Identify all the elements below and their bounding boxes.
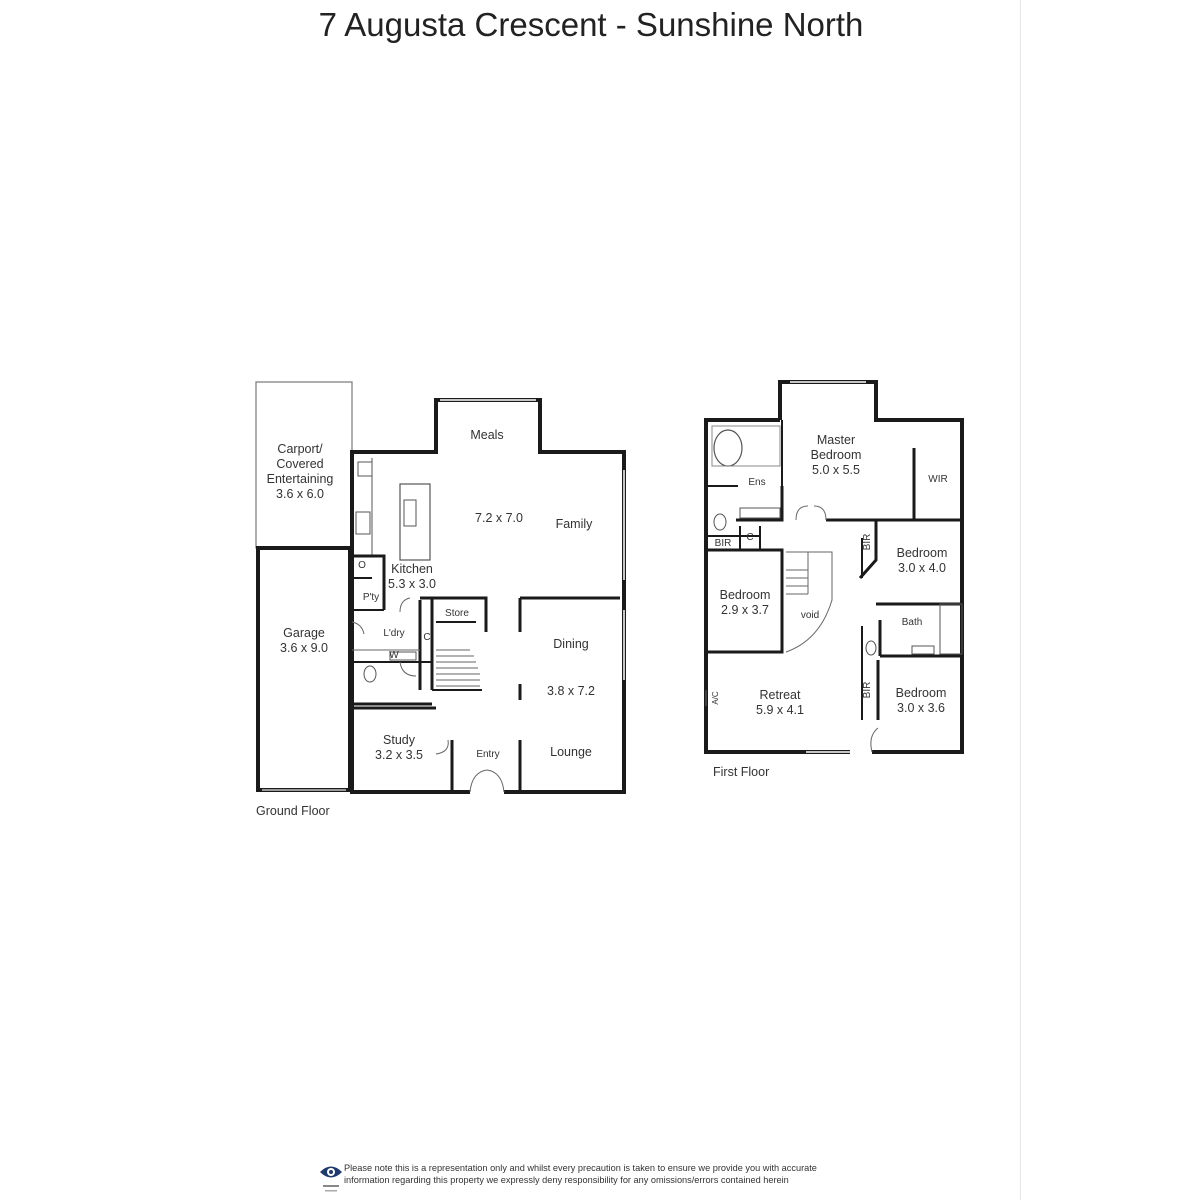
bath-label: Bath	[901, 617, 923, 628]
entry-label: Entry	[476, 749, 500, 760]
carport-line2: Covered	[276, 457, 324, 471]
store-label: Store	[445, 608, 469, 619]
master-bedroom-label	[811, 433, 862, 478]
bedroom3-name: Bedroom	[719, 588, 771, 602]
bedroom4-name: Bedroom	[895, 686, 947, 700]
disclaimer	[344, 1162, 904, 1186]
bir-label-1: BIR	[714, 538, 732, 549]
bedroom2-dims: 3.0 x 4.0	[898, 561, 946, 575]
garage-label	[280, 626, 328, 656]
bedroom4-dims: 3.0 x 3.6	[897, 701, 945, 715]
retreat-label	[756, 688, 804, 718]
kitchen-label	[388, 562, 436, 592]
eye-logo-icon	[319, 1162, 343, 1196]
laundry-label: L'dry	[383, 628, 405, 639]
garage-dims: 3.6 x 9.0	[280, 641, 328, 655]
bir-label-2: BIR	[862, 533, 873, 551]
dining-label: Dining	[553, 637, 589, 651]
bedroom3-label	[720, 588, 771, 618]
bedroom2-label	[897, 546, 948, 576]
study-name: Study	[383, 733, 415, 747]
kitchen-name: Kitchen	[391, 562, 433, 576]
ensuite-label: Ens	[748, 477, 766, 488]
bir-label-3: BIR	[862, 681, 873, 699]
retreat-dims: 5.9 x 4.1	[756, 703, 804, 717]
oven-label: O	[358, 560, 366, 571]
carport-line1: Carport/	[277, 442, 323, 456]
family-label: Family	[555, 517, 593, 531]
retreat-name: Retreat	[759, 688, 801, 702]
master-dims: 5.0 x 5.5	[812, 463, 860, 477]
ac-label: A/C	[711, 691, 720, 705]
first-floor-label: First Floor	[713, 765, 770, 779]
wir-label: WIR	[928, 474, 948, 485]
bedroom4-label	[896, 686, 947, 716]
void-label: void	[800, 610, 820, 621]
garage-walls	[258, 548, 350, 790]
cupboard-label-first: C	[746, 532, 754, 543]
lounge-label: Lounge	[550, 745, 592, 759]
carport-label	[267, 442, 334, 502]
master-name1: Master	[816, 433, 856, 447]
study-label	[375, 733, 423, 763]
kitchen-dims: 5.3 x 3.0	[388, 577, 436, 591]
disclaimer-line1: Please note this is a representation only and whilst every precaution is taken to ensure we provide you with accurate	[344, 1163, 817, 1173]
pantry-label: P'ty	[362, 592, 380, 603]
carport-dims: 3.6 x 6.0	[276, 487, 324, 501]
study-dims: 3.2 x 3.5	[375, 748, 423, 762]
bedroom2-name: Bedroom	[896, 546, 948, 560]
master-name2: Bedroom	[810, 448, 862, 462]
wc-label: W	[389, 650, 399, 661]
disclaimer-line2: information regarding this property we expressly deny responsibility for any omissions/errors contained herein	[344, 1175, 789, 1185]
garage-name: Garage	[283, 626, 325, 640]
meals-dims: 7.2 x 7.0	[475, 511, 523, 525]
carport-line3: Entertaining	[266, 472, 334, 486]
ground-floor-label: Ground Floor	[256, 804, 330, 818]
page-title: 7 Augusta Crescent - Sunshine North	[318, 6, 864, 43]
meals-label: Meals	[470, 428, 504, 442]
bedroom3-dims: 2.9 x 3.7	[721, 603, 769, 617]
dining-dims: 3.8 x 7.2	[547, 684, 595, 698]
cupboard-label: C	[423, 632, 431, 643]
